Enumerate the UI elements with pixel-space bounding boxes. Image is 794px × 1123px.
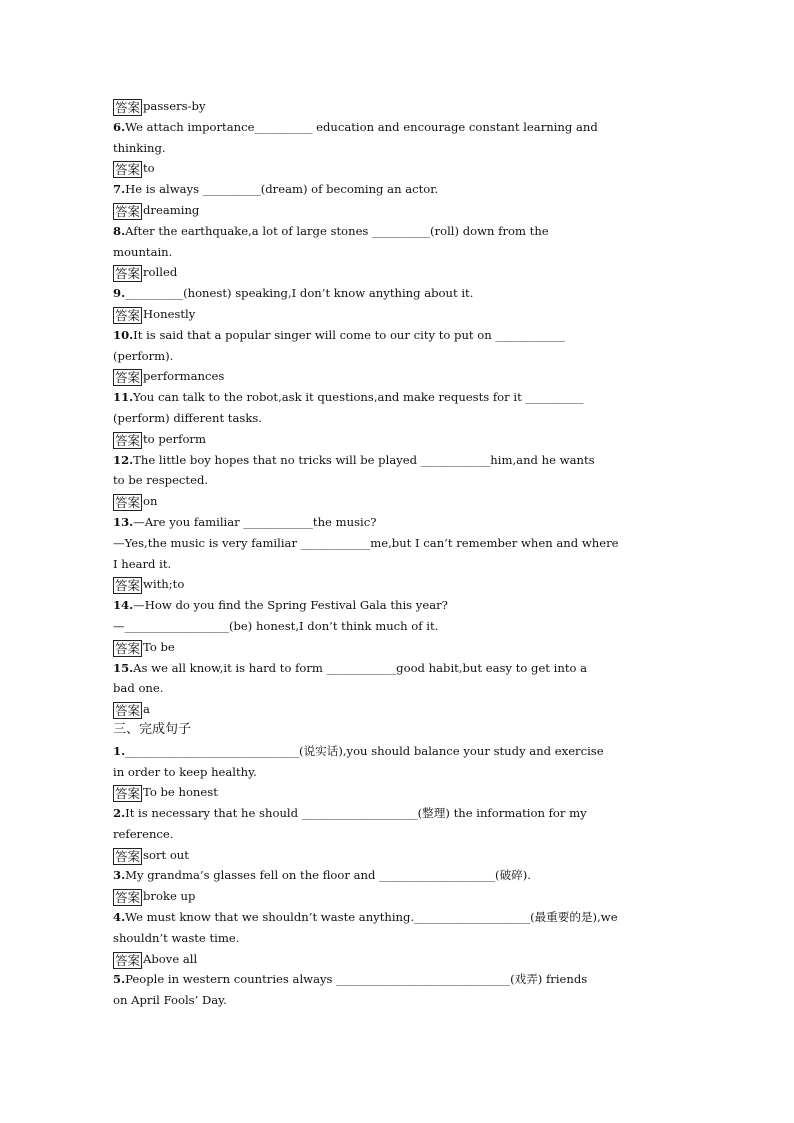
question-line	[113, 741, 681, 762]
question-line	[113, 658, 681, 679]
answer-badge: 答案	[115, 203, 141, 219]
question-continuation	[113, 824, 681, 845]
question-continuation	[113, 408, 681, 429]
question-continuation	[113, 138, 681, 159]
answer-line	[113, 96, 681, 117]
question-continuation	[113, 470, 681, 491]
question-continuation	[113, 346, 681, 367]
question-text: We attach importance__________ education and encourage constant learning and	[125, 119, 598, 134]
answer-badge: 答案	[115, 786, 141, 802]
answer-line	[113, 366, 681, 387]
answer-line	[113, 699, 681, 720]
answer-badge: 答案	[115, 578, 141, 594]
answer-badge: 答案	[115, 432, 141, 448]
question-line	[113, 117, 681, 138]
question-line	[113, 450, 681, 471]
answer-line	[113, 491, 681, 512]
answer-line	[113, 262, 681, 283]
question-text: reference.	[113, 826, 174, 841]
question-text: —How do you find the Spring Festival Gala this year?	[133, 598, 448, 613]
question-number: 6.	[113, 119, 126, 134]
question-number: 5.	[113, 972, 126, 987]
answer-text: to perform	[143, 431, 206, 446]
question-text: My grandma’s glasses fell on the floor and ____________________(破碎).	[125, 868, 531, 883]
question-line	[113, 512, 681, 533]
question-line	[113, 969, 681, 990]
answer-text: on	[143, 494, 158, 509]
answer-text: dreaming	[143, 202, 200, 217]
question-text: —Are you familiar ____________the music?	[133, 514, 377, 529]
document-page	[113, 96, 681, 1011]
section-title: 三、完成句子	[113, 721, 192, 737]
question-text: It is said that a popular singer will come to our city to put on ____________	[133, 327, 565, 342]
answer-text: Above all	[143, 951, 198, 966]
question-number: 2.	[113, 806, 126, 821]
question-continuation	[113, 990, 681, 1011]
answer-line	[113, 782, 681, 803]
answer-badge: 答案	[115, 100, 141, 115]
answer-badge: 答案	[115, 640, 141, 656]
answer-line	[113, 158, 681, 179]
answer-badge: 答案	[115, 307, 141, 323]
answer-line	[113, 304, 681, 325]
question-text: After the earthquake,a lot of large stones __________(roll) down from the	[125, 223, 549, 238]
question-number: 9.	[113, 286, 126, 301]
answer-text: rolled	[143, 265, 178, 280]
question-text: We must know that we shouldn’t waste anything.____________________(最重要的是),we	[125, 910, 618, 925]
answer-line	[113, 574, 681, 595]
answer-line	[113, 886, 681, 907]
question-continuation	[113, 762, 681, 783]
answer-badge: 答案	[115, 952, 141, 968]
question-text: —__________________(be) honest,I don’t think much of it.	[113, 618, 439, 633]
question-number: 14.	[113, 598, 134, 613]
question-text: to be respected.	[113, 473, 209, 488]
answer-text: a	[143, 702, 150, 717]
question-number: 15.	[113, 660, 134, 675]
question-text: It is necessary that he should ____________________(整理) the information for my	[125, 806, 587, 821]
question-number: 8.	[113, 223, 126, 238]
question-text: As we all know,it is hard to form ____________good habit,but easy to get into a	[133, 660, 588, 675]
question-text: I heard it.	[113, 556, 172, 571]
question-continuation	[113, 533, 681, 554]
answer-line	[113, 845, 681, 866]
answer-badge: 答案	[115, 890, 141, 906]
question-text: on April Fools’ Day.	[113, 993, 227, 1008]
answer-text: with;to	[143, 577, 185, 592]
question-continuation	[113, 242, 681, 263]
question-text: He is always __________(dream) of becoming an actor.	[125, 182, 439, 197]
answer-badge: 答案	[115, 162, 141, 178]
question-number: 4.	[113, 910, 126, 925]
question-continuation	[113, 616, 681, 637]
answer-text: sort out	[143, 847, 189, 862]
question-text: You can talk to the robot,ask it questions,and make requests for it __________	[133, 390, 584, 405]
question-text: (perform) different tasks.	[113, 410, 262, 425]
question-text: People in western countries always ______________________________(戏弄) friends	[125, 972, 588, 987]
question-text: The little boy hopes that no tricks will be played ____________him,and he wants	[133, 452, 595, 467]
question-number: 11.	[113, 390, 134, 405]
answer-text: To be	[143, 639, 175, 654]
question-text: thinking.	[113, 140, 166, 155]
answer-text: performances	[143, 369, 225, 384]
question-text: __________(honest) speaking,I don’t know anything about it.	[125, 286, 474, 301]
question-line	[113, 221, 681, 242]
answer-badge: 答案	[115, 703, 141, 719]
question-text: ______________________________(说实话),you should balance your study and exercise	[125, 743, 604, 758]
answer-badge: 答案	[115, 266, 141, 282]
answer-badge: 答案	[115, 848, 141, 864]
answer-line	[113, 637, 681, 658]
question-number: 10.	[113, 327, 134, 342]
question-line	[113, 865, 681, 886]
question-line	[113, 595, 681, 616]
answer-text: to	[143, 161, 155, 176]
answer-text: To be honest	[143, 785, 218, 800]
question-line	[113, 283, 681, 304]
question-number: 12.	[113, 452, 134, 467]
question-text: —Yes,the music is very familiar ____________me,but I can’t remember when and where	[113, 535, 619, 550]
question-number: 7.	[113, 182, 126, 197]
question-continuation	[113, 928, 681, 949]
question-text: bad one.	[113, 681, 164, 696]
question-continuation	[113, 678, 681, 699]
answer-line	[113, 429, 681, 450]
answer-line	[113, 200, 681, 221]
question-text: shouldn’t waste time.	[113, 930, 240, 945]
answer-badge: 答案	[115, 370, 141, 386]
question-number: 13.	[113, 514, 134, 529]
answer-line	[113, 949, 681, 970]
answer-text: passers-by	[143, 99, 206, 113]
question-continuation	[113, 554, 681, 575]
question-line	[113, 803, 681, 824]
answer-badge: 答案	[115, 495, 141, 511]
answer-text: Honestly	[143, 306, 196, 321]
answer-text: broke up	[143, 889, 196, 904]
question-number: 1.	[113, 743, 126, 758]
question-line	[113, 179, 681, 200]
question-text: (perform).	[113, 348, 174, 363]
question-line	[113, 325, 681, 346]
question-line	[113, 907, 681, 928]
question-number: 3.	[113, 868, 126, 883]
question-text: mountain.	[113, 244, 173, 259]
question-line	[113, 387, 681, 408]
question-text: in order to keep healthy.	[113, 764, 257, 779]
